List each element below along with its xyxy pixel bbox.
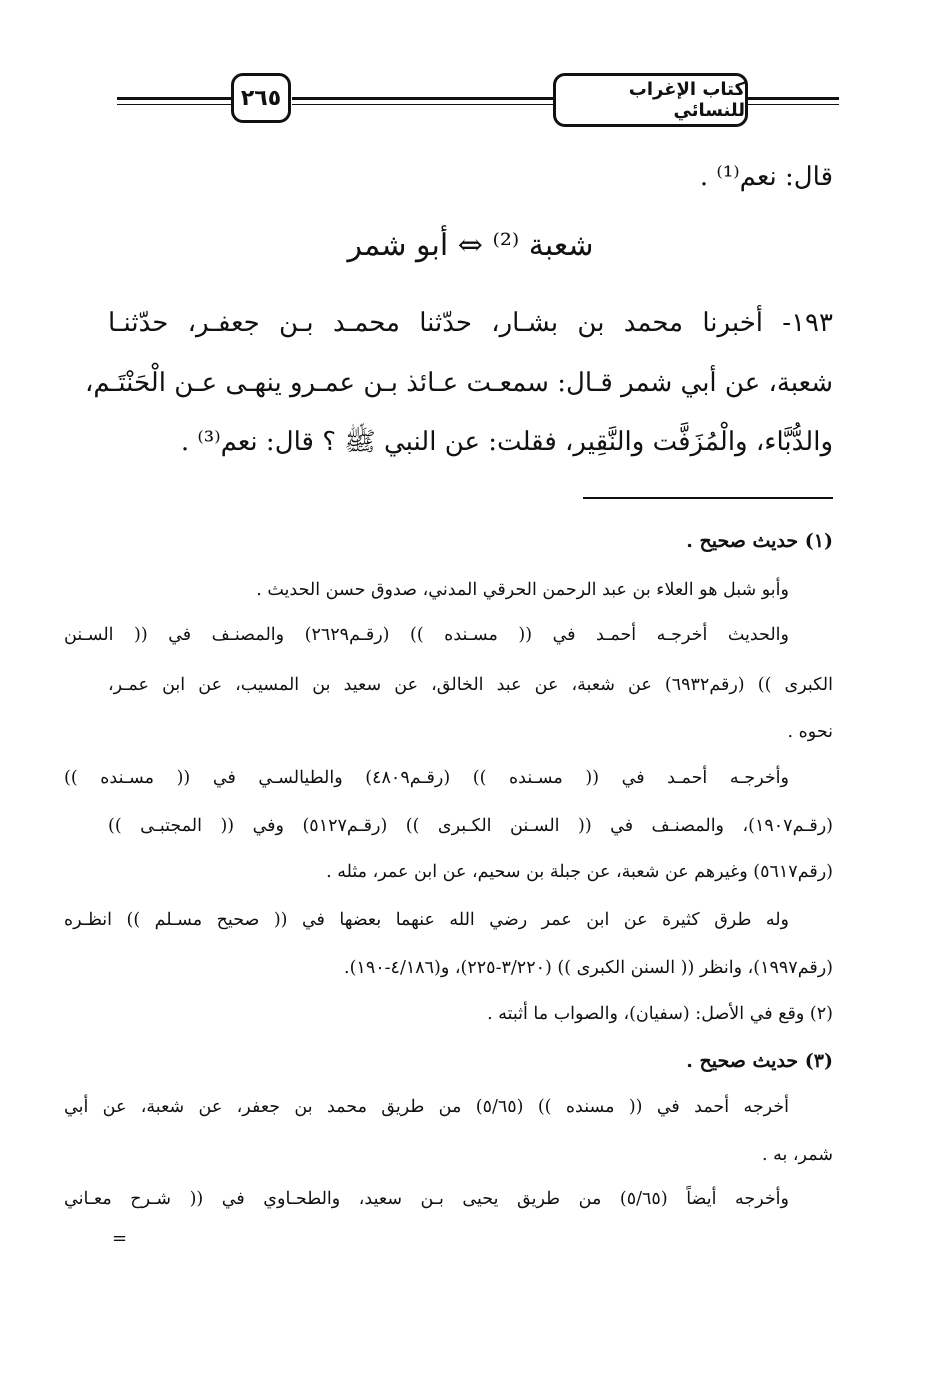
footnote-line: (٢) وقع في الأصل: (سفيان)، والصواب ما أثبته . (487, 1004, 833, 1024)
footnote-line: وأخرجه أيضاً (٥/٦٥) من طريق يحيى بـن سعيد، والطحـاوي في (( شـرح معـاني (64, 1189, 789, 1209)
footnote-line: وله طرق كثيرة عن ابن عمر رضي الله عنهما بعضها في (( صحيح مسـلم )) انظـره (64, 910, 789, 930)
footnote-line: والحديث أخرجـه أحمـد في (( مسـنده )) (رقـم٢٦٢٩) والمصنـف في (( السـنن (64, 625, 790, 645)
footnote-line: نحوه . (787, 722, 833, 742)
running-head-title: كتاب الإغراب للنسائي (553, 73, 748, 127)
footnote-line: وأخرجـه أحمـد في (( مسـنده )) (رقـم٤٨٠٩) والطيالسـي في (( مسـنده )) (64, 768, 789, 788)
hadith-line: والدُّبَّاء، والْمُزَفَّت والنَّقِير، فقلت: عن النبي ﷺ ؟ قال: نعم⁽³⁾ . (180, 427, 833, 457)
footnote-line: الكبرى )) (رقم٦٩٣٢) عن شعبة، عن عبد الخالق، عن سعيد بن المسيب، عن ابن عمـر، (108, 675, 833, 695)
footnote-line: أخرجه أحمد في (( مسنده )) (٥/٦٥) من طريق محمد بن جعفر، عن شعبة، عن أبي (64, 1097, 789, 1117)
header-rule-right (747, 97, 839, 105)
hadith-line: ١٩٣- أخبرنا محمد بن بشـار، حدّثنا محمـد بـن جعفـر، حدّثنـا (108, 308, 833, 338)
hadith-line: شعبة، عن أبي شمر قـال: سمعـت عـائذ بـن عمـرو ينهـى عـن الْحَنْتَـم، (85, 368, 833, 398)
text-line: قال: نعم⁽¹⁾ . (699, 162, 833, 192)
header-rule-left (117, 97, 232, 105)
footnote-title: (٣) حديث صحيح . (686, 1050, 833, 1072)
footnote-line: (رقـم١٩٠٧)، والمصنـف في (( السـنن الكـبرى )) (رقـم٥١٢٧) وفي (( المجتبـى )) (108, 816, 833, 836)
footnote-title: (١) حديث صحيح . (686, 530, 833, 552)
footnote-line: (رقم٥٦١٧) وغيرهم عن شعبة، عن جبلة بن سحيم، عن ابن عمر، مثله . (326, 862, 833, 882)
footnote-line: شمر، به . (761, 1145, 833, 1165)
continuation-mark: = (112, 1228, 128, 1249)
footnote-line: وأبو شبل هو العلاء بن عبد الرحمن الحرقي المدني، صدوق حسن الحديث . (256, 580, 789, 600)
footnote-line: (رقم١٩٩٧)، وانظر (( السنن الكبرى )) (٣/٢٢٠-٢٢٥)، و(٤/١٨٦-١٩٠). (344, 958, 833, 978)
footnote-separator (583, 497, 833, 499)
section-heading: شعبة ⁽²⁾ ⇔ أبو شمر (347, 228, 594, 263)
header-rule-middle (292, 97, 554, 105)
page-number: ٢٦٥ (231, 73, 291, 123)
